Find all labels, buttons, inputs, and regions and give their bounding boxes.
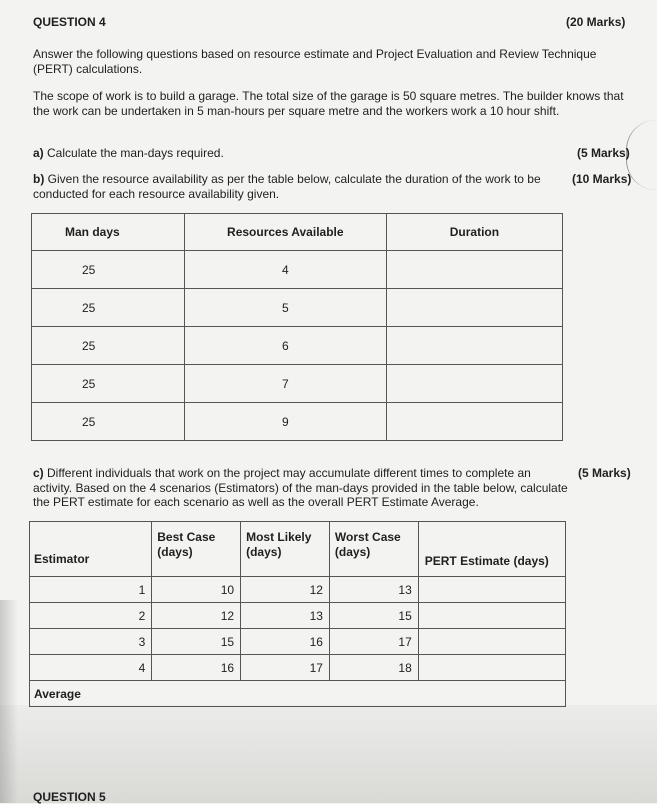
cell-duration — [386, 251, 562, 289]
cell-man-days: 25 — [32, 327, 185, 365]
header-pert-estimate: PERT Estimate (days) — [418, 522, 565, 577]
pert-table — [29, 521, 566, 707]
cell-estimator: 4 — [30, 655, 152, 681]
cell-best-case: 15 — [152, 629, 241, 655]
table-row — [32, 251, 563, 289]
resource-table — [31, 213, 563, 441]
cell-most-likely: 12 — [241, 577, 330, 603]
table-row — [30, 629, 566, 655]
cell-resources: 5 — [184, 289, 386, 327]
cell-man-days: 25 — [32, 403, 185, 441]
cell-pert-estimate — [418, 577, 565, 603]
cell-duration — [386, 327, 562, 365]
cell-pert-estimate — [418, 655, 565, 681]
cell-man-days: 25 — [32, 365, 185, 403]
scope-paragraph: The scope of work is to build a garage. The total size of the garage is 50 square metres. The builder knows that the work can be undertaken in 5 man-hours per square metre and the workers work a 10 hour shift. — [33, 89, 624, 118]
cell-resources: 9 — [184, 403, 386, 441]
cell-worst-case: 13 — [329, 577, 418, 603]
cell-duration — [386, 365, 562, 403]
question-marks: (20 Marks) — [566, 15, 626, 29]
table-row — [32, 327, 563, 365]
cell-resources: 6 — [184, 327, 386, 365]
table-row — [30, 655, 566, 681]
part-b-label: b) — [33, 172, 45, 186]
part-b-marks: (10 Marks) — [572, 172, 632, 186]
cell-worst-case: 15 — [329, 603, 418, 629]
cell-resources: 4 — [184, 251, 386, 289]
cell-most-likely: 16 — [241, 629, 330, 655]
part-c — [33, 466, 568, 510]
header-duration: Duration — [386, 214, 562, 251]
cell-most-likely: 17 — [241, 655, 330, 681]
left-shadow — [0, 600, 18, 803]
header-most-likely: Most Likely (days) — [241, 522, 330, 577]
cell-estimator: 2 — [30, 603, 152, 629]
cell-duration — [386, 403, 562, 441]
cell-most-likely: 13 — [241, 603, 330, 629]
question-heading: QUESTION 4 — [33, 15, 106, 29]
cell-man-days: 25 — [32, 289, 185, 327]
cell-pert-estimate — [418, 629, 565, 655]
part-c-marks: (5 Marks) — [578, 466, 631, 480]
next-question-heading: QUESTION 5 — [33, 790, 106, 804]
part-b-text: Given the resource availability as per the table below, calculate the duration of the work to be conducted for each resource availability given. — [33, 172, 541, 201]
table-row — [32, 365, 563, 403]
cell-best-case: 12 — [152, 603, 241, 629]
part-a-text: Calculate the man-days required. — [47, 146, 224, 160]
cell-estimator: 3 — [30, 629, 152, 655]
cell-best-case: 10 — [152, 577, 241, 603]
cell-resources: 7 — [184, 365, 386, 403]
header-man-days: Man days — [32, 214, 185, 251]
average-label: Average — [30, 681, 566, 707]
cell-best-case: 16 — [152, 655, 241, 681]
header-estimator: Estimator — [30, 522, 152, 577]
cell-worst-case: 17 — [329, 629, 418, 655]
header-worst-case: Worst Case (days) — [329, 522, 418, 577]
table-header-row — [30, 522, 566, 577]
part-a — [33, 146, 224, 160]
cell-duration — [386, 289, 562, 327]
table-row — [30, 577, 566, 603]
part-c-text: Different individuals that work on the project may accumulate different times to complete an activity. Based on the 4 scenarios (Estimators) of the man-days provided in the table below, calculate the PERT estimate for each scenario as well as the overall PERT Estimate Average. — [33, 466, 568, 509]
part-b — [33, 172, 563, 201]
cell-man-days: 25 — [32, 251, 185, 289]
part-c-label: c) — [33, 466, 44, 480]
intro-paragraph: Answer the following questions based on resource estimate and Project Evaluation and Review Technique (PERT) calculations. — [33, 47, 597, 76]
page-edge-shadow — [0, 705, 657, 803]
header-best-case: Best Case (days) — [152, 522, 241, 577]
table-row — [30, 603, 566, 629]
cell-estimator: 1 — [30, 577, 152, 603]
cell-worst-case: 18 — [329, 655, 418, 681]
average-row — [30, 681, 566, 707]
table-row — [32, 289, 563, 327]
part-a-marks: (5 Marks) — [577, 146, 630, 160]
part-a-label: a) — [33, 146, 44, 160]
header-resources: Resources Available — [184, 214, 386, 251]
cell-pert-estimate — [418, 603, 565, 629]
table-header-row — [32, 214, 563, 251]
table-row — [32, 403, 563, 441]
